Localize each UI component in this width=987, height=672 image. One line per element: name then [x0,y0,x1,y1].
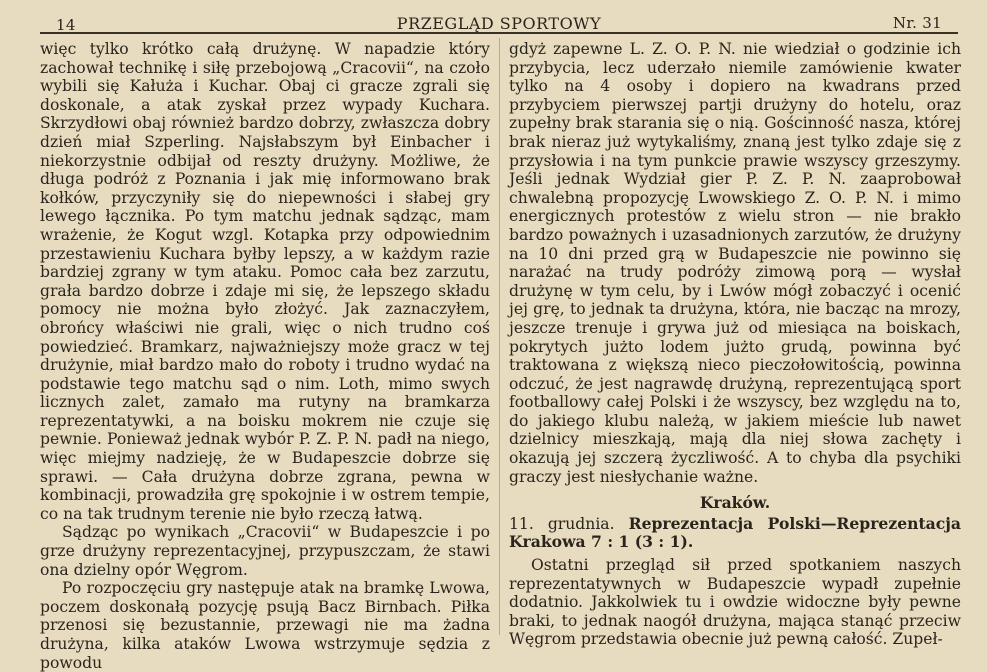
right-column [509,40,961,649]
left-column [40,40,490,672]
header-rule [40,32,958,34]
match-title: Reprezentacja Polski—Reprezentacja Krakowa 7 : 1 (3 : 1). [509,513,961,552]
left-paragraph-2: Sądząc po wynikach „Cracovii“ w Budapeszcie i po grze drużyny reprezentacyjnej, przypuszczam, że stawi ona dzielny opór Węgrom. [40,523,490,579]
match-date: 11. grudnia. [509,514,615,533]
page-number: 14 [56,16,76,34]
left-paragraph-1: więc tylko krótko całą drużynę. W napadzie który zachował technikę i siłę przebojową „Cracovii“, na czoło wybili się Kałuża i Kuchar. Obaj ci gracze zgrali się doskonale, a atak zyskał przez wypady Kuchara. Skrzydłowi obaj również bardzo dobrzy, zwłaszcza dobry dzień miał Szperling. Najsłabszym był Einbacher i niekorzystnie odbijał od reszty drużyny. Możliwe, że długa podróż z Poznania i jak mię informowano brak kołków, przyczyniły się do niepewności i słabej gry lewego łącznika. Po tym matchu jednak sądząc, mam wrażenie, że Kogut wzgl. Kotapka przy odpowiednim przestawieniu Kuchara byłby lepszy, a w każdym razie bardziej zgrany w tym ataku. Pomoc cała bez zarzutu, grała bardzo dobrze i zdaje mi się, że lepszego składu pomocy nie można było złożyć. Jak zaznaczyłem, obrońcy właściwi nie grali, więc o nich trudno coś powiedzieć. Bramkarz, najważniejszy może gracz w tej drużynie, miał bardzo mało do roboty i trudno wydać na podstawie tego matchu sąd o nim. Loth, mimo swych licznych zalet, zamało ma rutyny na bramkarza reprezentatywki, a na boisku mokrem nie czuje się pewnie. Ponieważ jednak wybór P. Z. P. N. padł na niego, więc miejmy nadzieję, że w Budapeszcie dobrze się sprawi. — Cała drużyna dobrze zgrana, pewna w kombinacji, prowadziła grę spokojnie i w ostrem tempie, co na tak trudnym terenie nie było rzeczą łatwą. [40,40,490,523]
match-subheading [509,515,961,552]
page-header [40,12,958,34]
issue-number: Nr. 31 [892,14,942,32]
right-paragraph-2: Ostatni przegląd sił przed spotkaniem naszych reprezentatywnych w Budapeszcie wypadł zupełnie dodatnio. Jakkolwiek tu i owdzie widoczne były pewne braki, to jednak naogół drużyna, mająca stanąć przeciw Węgrom przedstawia obecnie już pewną całość. Zupeł- [509,556,961,649]
publication-title: PRZEGLĄD SPORTOWY [396,14,602,33]
left-paragraph-3: Po rozpoczęciu gry następuje atak na bramkę Lwowa, poczem doskonałą pozycję psują Bacz Birnbach. Piłka przenosi się bezustannie, przewagi nie ma żadna drużyna, kilka ataków Lwowa wstrzymuje sędzia z powodu [40,579,490,672]
right-paragraph-1: gdyż zapewne L. Z. O. P. N. nie wiedział o godzinie ich przybycia, lecz uderzało niemile zamówienie kwater tylko na 4 osoby i dopiero na kwadrans przed przybyciem pierwszej partji drużyny do hotelu, oraz zupełny brak starania się o nią. Gościnność nasza, której brak nieraz już wytykaliśmy, znaną jest tylko zdaje się z przysłowia i na tym punkcie prawie wszyscy grzeszymy. Jeśli jednak Wydział gier P. Z. P. N. zaaprobował chwalebną propozycję Lwowskiego Z. O. P. N. i mimo energicznych protestów z wielu stron — nie brakło bardzo poważnych i uzasadnionych zarzutów, że drużyny na 10 dni przed grą w Budapeszcie nie powinno się narażać na trudy podróży zimową porą — wysłał drużynę w tym celu, by i Lwów mógł zobaczyć i ocenić jej grę, to jednak ta drużyna, która, nie bacząc na mrozy, jeszcze trenuje i grywa już od miesiąca na boiskach, pokrytych jużto lodem jużto grudą, powinna być traktowana z większą nieco pieczołowitością, powinna odczuć, że jest nagrawdę drużyną, reprezentującą sport footballowy całej Polski i że wszyscy, bez względu na to, do jakiego klubu należą, w jakiem mieście lub nawet dzielnicy mieszkają, mają dla niej słowa zachęty i okazują jej szczerą życzliwość. A to chyba dla psychiki graczy jest niesłychanie ważne. [509,40,961,486]
section-heading: Kraków. [699,493,771,513]
column-divider [499,38,500,635]
